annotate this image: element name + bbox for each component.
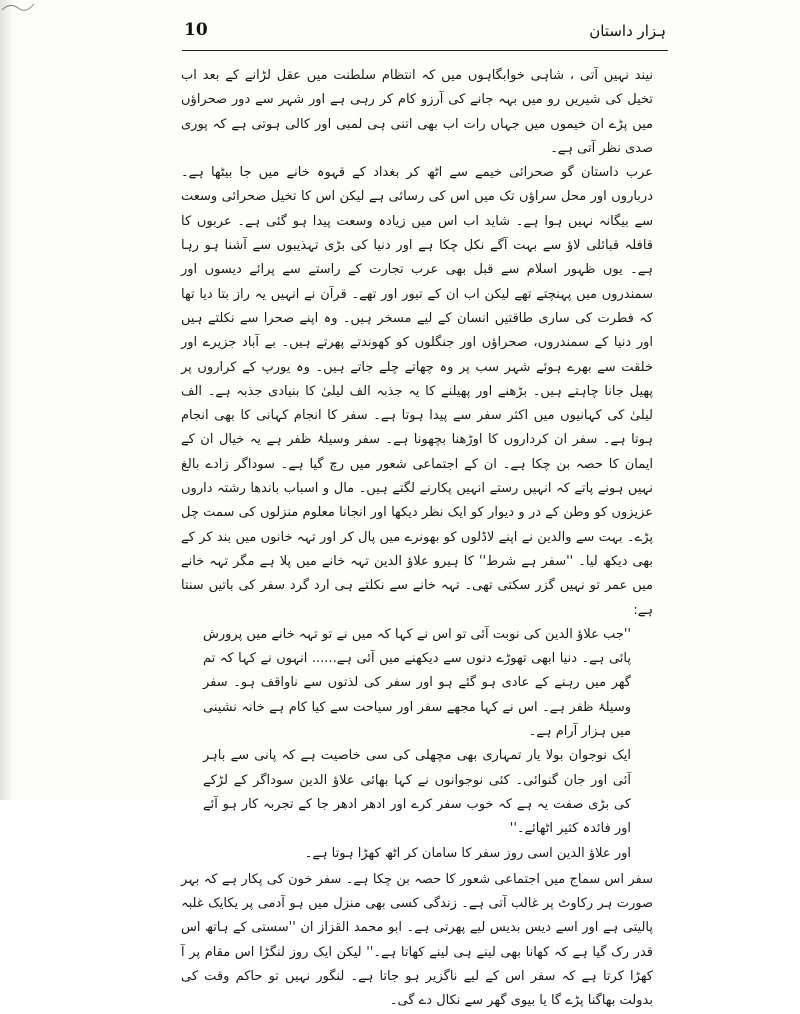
scan-corner-mark: [0, 0, 36, 14]
block-quote: اور علاؤ الدین اسی روز سفر کا سامان کر اٹھ کھڑا ہوتا ہے۔: [304, 845, 631, 861]
paragraph: نیند نہیں آتی ، شاہی خوابگاہوں میں کہ انتظام سلطنت میں عقل لڑانے کے بعد اب تخیل کی شیریں رو میں بہہ جانے کی آرزو کام کر رہی ہے اور شہر سے دور صحراؤں میں پڑے ان خیموں میں جہاں رات اب بھی اتنی ہی لمبی اور کالی ہوتی ہے کہ پوری صدی نظر آتی ہے۔: [181, 68, 653, 156]
running-head: ہزار داستان: [589, 22, 666, 40]
paragraph: عرب داستان گو صحرائی خیمے سے اٹھ کر بغداد کے قہوہ خانے میں جا بیٹھا ہے۔ درباروں اور محل سراؤں تک میں اس کی رسائی ہے لیکن اس کا تخیل صحرائی وسعت سے بیگانہ نہیں ہوا ہے۔ شاید اب اس میں زیادہ وسعت پیدا ہو گئی ہے۔ عربوں کا قافلہ قبائلی لاؤ سے بہت آگے نکل چکا ہے اور دنیا کی بڑی تہذیبوں سے آشنا ہو رہا ہے۔ یوں ظہور اسلام سے قبل بھی عرب تجارت کے راستے سے پرائے دیسوں اور سمندروں میں پہنچتے تھے لیکن اب ان کے تیور اور تھے۔ قرآن نے انہیں یہ راز بتا دیا تھا کہ فطرت کی ساری طاقتیں انسان کے لیے مسخر ہیں۔ وہ اپنے صحرا سے نکلتے ہیں اور دنیا کے سمندروں، صحراؤں اور جنگلوں کو کھوندتے پھرتے ہیں۔ بے آباد جزیرے اور خلقت سے بھرے ہوئے شہر سب پر وہ چھاتے چلے جاتے ہیں۔ وہ یورپ کے کراروں پر پھیل جانا چاہتے ہیں۔ بڑھنے اور پھیلنے کا یہ جذبہ الف لیلیٰ کا بنیادی جذبہ ہے۔ الف لیلیٰ کی کہانیوں میں اکثر سفر سے پیدا ہوتا ہے۔ سفر کا انجام کہانی کا بھی انجام ہوتا ہے۔ سفر ان کرداروں کا اوڑھنا بچھونا ہے۔ سفر وسیلۂ ظفر ہے یہ خیال ان کے ایمان کا حصہ بن چکا ہے۔ ان کے اجتماعی شعور میں رچ گیا ہے۔ سوداگر زادے بالغ نہیں ہونے پاتے کہ انہیں رستے انہیں پکارنے لگتے ہیں۔ مال و اسباب باندھا رشتہ داروں عزیزوں کو وطن کے در و دیوار کو ایک نظر دیکھا اور انجانا معلوم منزلوں کی سمت چل پڑے۔ بہت سے والدین نے اپنے لاڈلوں کو بھونرے میں پال کر اور تہہ خانوں میں بند کر کے بھی دیکھ لیا۔ ''سفر ہے شرط'' کا ہیرو علاؤ الدین تہہ خانے میں پلا ہے مگر تہہ خانے میں عمر تو نہیں گزر سکتی تھی۔ تہہ خانے سے نکلتے ہی ارد گرد سفر کی باتیں سنتا ہے:: [181, 165, 653, 618]
scan-shadow: [0, 0, 14, 800]
block-quote: ایک نوجوان بولا یار تمہاری بھی مچھلی کی سی خاصیت ہے کہ پانی سے باہر آئی اور جان گنوائی۔ کئی نوجوانوں نے کہا بھائی علاؤ الدین سوداگر کے لڑکے کی بڑی صفت یہ ہے کہ خوب سفر کرے اور ادھر ادھر جا کے تجربہ کار ہو آئے اور فائدہ کثیر اٹھائے۔'': [203, 748, 631, 837]
header-rule: [182, 50, 668, 51]
page-number: 10: [184, 20, 208, 40]
block-quote: ''جب علاؤ الدین کی نوبت آئی تو اس نے کہا کہ میں نے تو تہہ خانے میں پرورش پائی ہے۔ دنیا ابھی تھوڑے دنوں سے دیکھنے میں آئی ہے...... انہوں نے کہا کہ تم گھر میں رہنے کے عادی ہو گئے ہو اور سفر کی لذتوں سے ناواقف ہو۔ سفر وسیلۂ ظفر ہے۔ اس نے کہا مجھے سفر اور سیاحت سے کیا کام ہے خانہ نشینی میں ہزار آرام ہے۔: [203, 626, 631, 740]
corner-scribble-icon: [0, 0, 36, 14]
paragraph: سفر اس سماج میں اجتماعی شعور کا حصہ بن چکا ہے۔ سفر خون کی پکار ہے کہ بہر صورت ہر رکاوٹ پر غالب آتی ہے۔ زندگی کسی بھی منزل میں ہو آدمی پر یکایک غلبہ پالیتی ہے اور اسے دیس بدیس لیے پھرتی ہے۔ ابو محمد القزاز ان ''سستی کے ہاتھ اس قدر رک گیا ہے کہ کھانا بھی لینے ہی لینے کھاتا ہے۔'' لیکن ایک روز لنگڑا اس مقام پر آ کھڑا کرتا ہے کہ سفر اس کے لیے ناگزیر ہو جاتا ہے۔ لنگور نہیں تو حاکم وقت کی بدولت بھاگنا پڑے گا یا بیوی گھر سے نکال دے گی۔: [181, 871, 653, 1009]
body-text: [181, 64, 653, 1014]
